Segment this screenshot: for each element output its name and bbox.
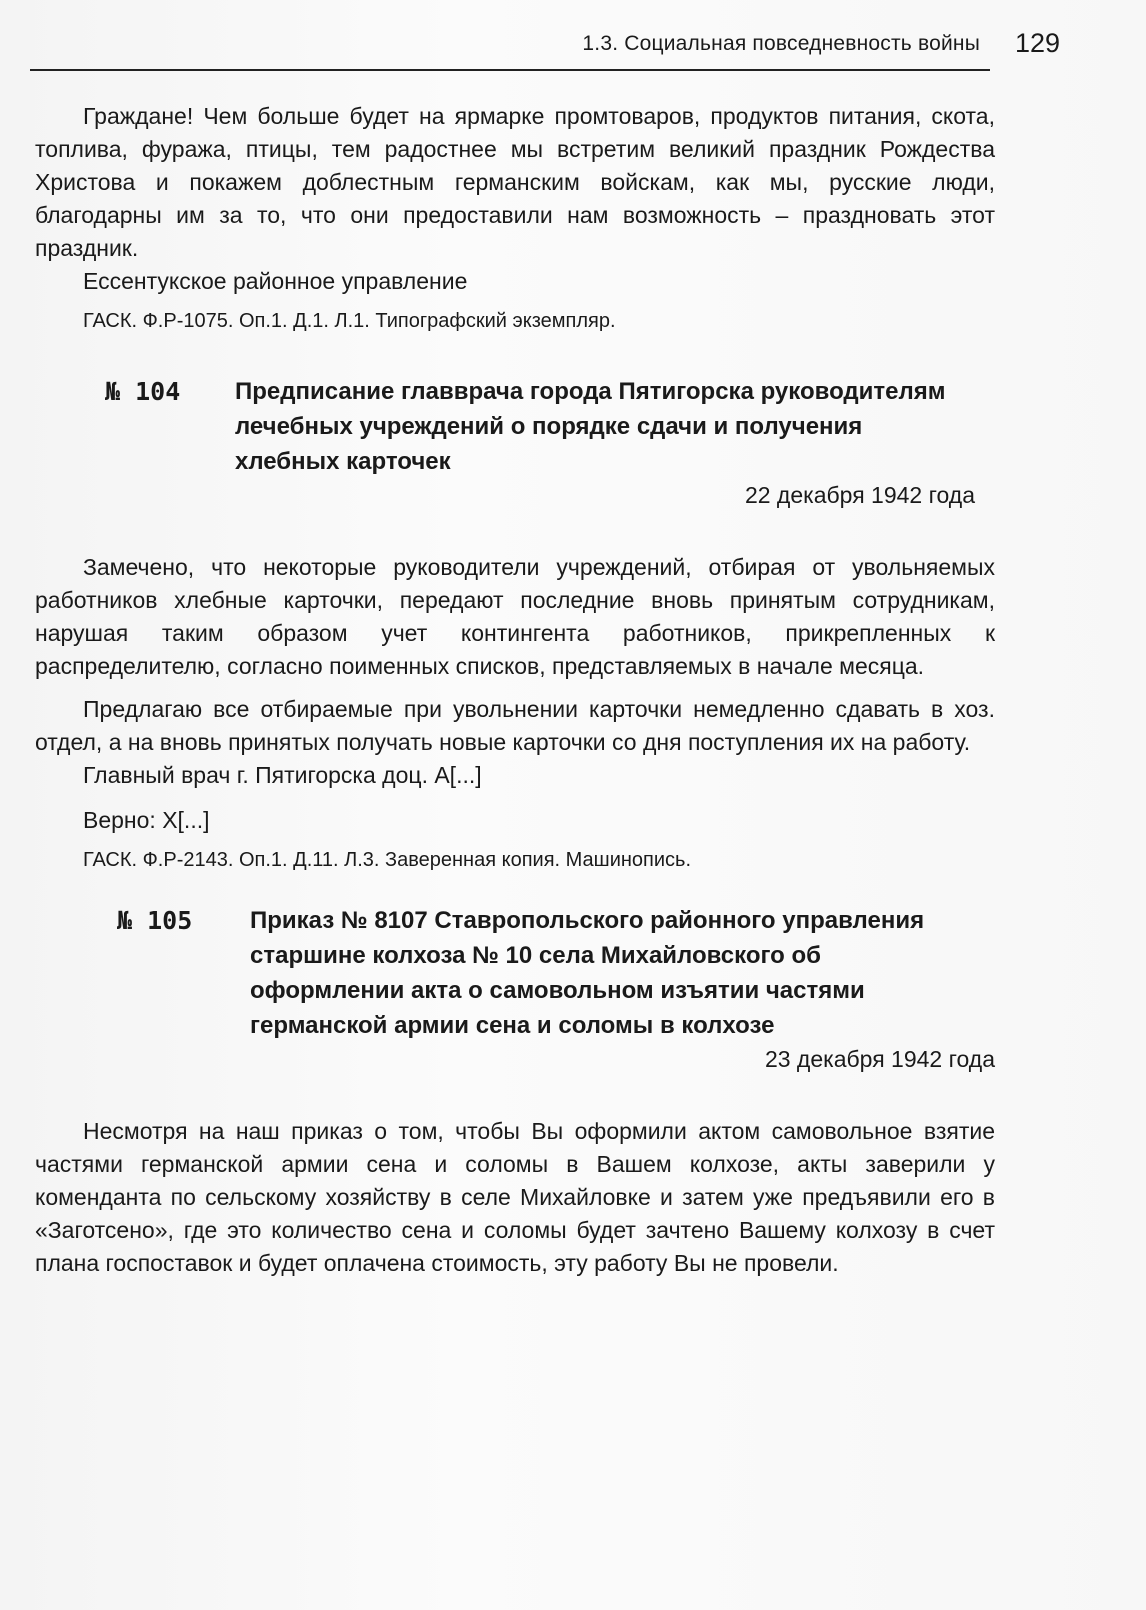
doc104-signature: Главный врач г. Пятигорска доц. А[...] (83, 762, 482, 788)
doc104-verified: Верно: Х[...] (83, 807, 210, 833)
intro-archive-reference: ГАСК. Ф.Р-1075. Оп.1. Д.1. Л.1. Типографский экземпляр. (83, 310, 616, 332)
doc104-number: № 104 (105, 377, 181, 406)
doc104-archive-reference: ГАСК. Ф.Р-2143. Оп.1. Д.11. Л.3. Заверенная копия. Машинопись. (83, 849, 692, 871)
doc104-paragraph-2: Предлагаю все отбираемые при увольнении карточки немедленно сдавать в хоз. отдел, а на вновь принятых получать новые карточки со дня поступления их на работу. (35, 696, 995, 755)
document-104 (35, 374, 995, 875)
header-rule (30, 69, 990, 71)
doc104-date: 22 декабря 1942 года (744, 482, 975, 508)
running-title: 1.3. Социальная повседневность войны (582, 32, 980, 55)
intro-paragraph: Граждане! Чем больше будет на ярмарке промтоваров, продуктов питания, скота, топлива, фуража, птицы, тем радостнее мы встретим великий праздник Рождества Христова и покажем доблестным германским войскам, как мы, русские люди, благодарны им за то, что они предоставили нам возможность – праздновать этот праздник. (35, 103, 995, 261)
doc105-number: № 105 (117, 906, 193, 935)
doc104-heading (35, 374, 995, 479)
running-header (30, 14, 1070, 74)
document-105 (35, 903, 995, 1280)
doc105-heading (35, 903, 995, 1043)
page-number: 129 (1014, 28, 1060, 58)
doc105-title: Приказ № 8107 Ставропольского районного управления старшине колхоза № 10 села Михайловского об оформлении акта о самовольном изъятии частями германской армии сена и соломы в колхозе (250, 907, 925, 1039)
doc105-paragraph-1: Несмотря на наш приказ о том, чтобы Вы оформили актом самовольное взятие частями германской армии сена и соломы в Вашем колхозе, акты заверили у коменданта по сельскому хозяйству в селе Михайловке и затем уже предъявили его в «Заготсено», где это количество сена и соломы будет зачтено Вашему колхозу в счет плана госпоставок и будет оплачена стоимость, эту работу Вы не провели. (35, 1118, 995, 1276)
page-content (35, 100, 995, 1280)
intro-section (35, 100, 995, 336)
doc104-paragraph-1: Замечено, что некоторые руководители учреждений, отбирая от увольняемых работников хлебные карточки, передают последние вновь принятым сотрудникам, нарушая таким образом учет контингента работников, прикрепленных к распределителю, согласно поименных списков, представляемых в начале месяца. (35, 554, 995, 679)
intro-signature: Ессентукское районное управление (83, 268, 468, 294)
doc105-date: 23 декабря 1942 года (764, 1046, 995, 1072)
doc104-title: Предписание главврача города Пятигорска руководителям лечебных учреждений о порядке сдачи и получения хлебных карточек (235, 378, 946, 475)
